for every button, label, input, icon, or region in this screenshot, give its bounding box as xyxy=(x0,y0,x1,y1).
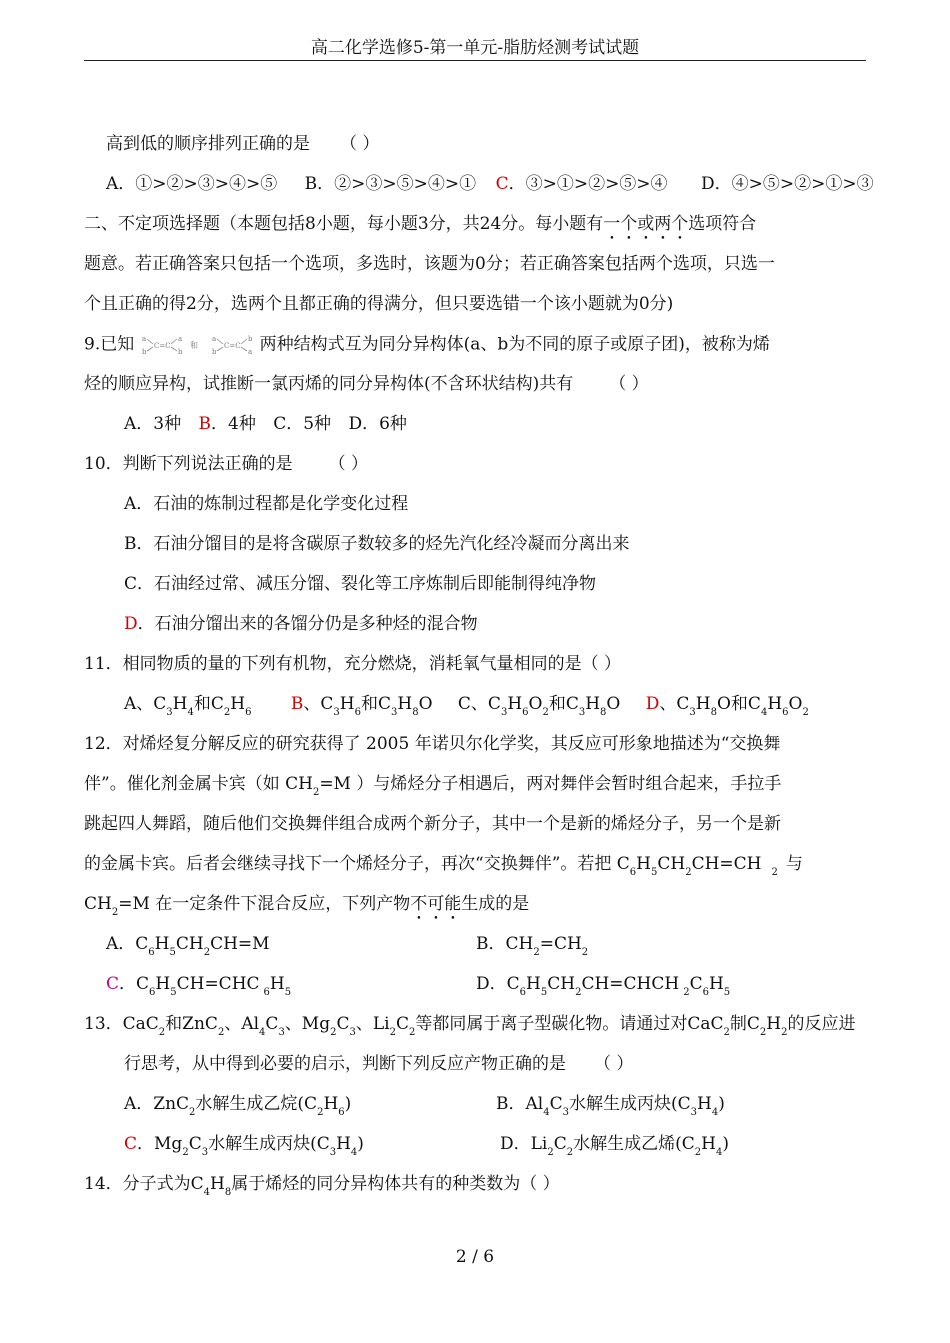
section2-line1: 二、不定项选择题（本题包括8小题，每小题3分，共24分。每小题有一个或两个选项符合 xyxy=(84,214,757,234)
q10-option-c: C．石油经过常、减压分馏、裂化等工序炼制后即能制得纯净物 xyxy=(124,574,597,594)
q9-option-a: A．3种 xyxy=(124,414,182,434)
q13-line1: 13．CaC$_2$和ZnC$_2$、$Al_4C_3$、$Mg_2C_3$、$Li_2C_2$等都同属于离子型碳化物。请通过对CaC$_2$制$C_2H_2$的反应进 xyxy=(84,1014,856,1038)
svg-text:a: a xyxy=(177,335,182,343)
q11-option-d: D、$C_3H_8O$和$C_4H_6O_2$ xyxy=(645,694,809,718)
q12-option-a: A．$C_6H_5CH_2CH=M$ xyxy=(106,934,270,958)
q13-line2: 行思考，从中得到必要的启示，判断下列反应产物正确的是 （ ） xyxy=(124,1054,634,1074)
q13-option-c: C．$Mg_2C_3$水解生成丙炔$(C_3H_4)$ xyxy=(124,1134,364,1158)
svg-text:b: b xyxy=(247,335,253,343)
q13-options-ab xyxy=(124,1092,864,1116)
svg-text:a: a xyxy=(141,335,146,343)
page-number: 2 / 6 xyxy=(455,1247,495,1267)
q11-option-b: B、$C_3H_6$和$C_3H_8O$ xyxy=(290,694,433,718)
q12-options-ab xyxy=(106,932,866,956)
q13-options-cd xyxy=(124,1132,864,1156)
q14-stem: 14．分子式为$C_4H_8$属于烯烃的同分异构体共有的种类数为（ ） xyxy=(84,1174,560,1198)
q10-option-b: B．石油分馏目的是将含碳原子数较多的烃先汽化经冷凝而分离出来 xyxy=(124,534,630,554)
q12-line2: 伴”。催化剂金属卡宾（如 $CH_2=M$ ）与烯烃分子相遇后，两对舞伴会暂时组合起来，手拉手 xyxy=(84,774,782,798)
svg-text:C=C: C=C xyxy=(223,342,241,350)
q8-option-a: A．①>②>③>④>⑤ xyxy=(106,174,278,194)
q8-options xyxy=(106,172,874,196)
q10-stem: 10．判断下列说法正确的是 （ ） xyxy=(84,454,369,474)
svg-text:b: b xyxy=(177,348,183,356)
q9-line2: 烃的顺应异构，试推断一氯丙烯的同分异构体(不含环状结构)共有 （ ） xyxy=(84,374,649,394)
svg-text:b: b xyxy=(211,348,217,356)
svg-text:a: a xyxy=(211,335,216,343)
q12-line1: 12．对烯烃复分解反应的研究获得了 2005 年诺贝尔化学奖，其反应可形象地描述为“交换舞 xyxy=(84,734,781,754)
formula-and: 和 xyxy=(189,341,198,350)
svg-text:C=C: C=C xyxy=(153,342,171,350)
page-header: 高二化学选修5-第一单元-脂肪烃测考试试题 xyxy=(84,36,866,61)
q9-options xyxy=(124,412,407,436)
q9-line1: 9.已知 a b C=C a b a b C=C b a 和 两种结构式互为同分异构体(a、b为不同的原子或原子团)，被称为烯 xyxy=(84,332,770,358)
q12-line3: 跳起四人舞蹈，随后他们交换舞伴组合成两个新分子，其中一个是新的烯烃分子，另一个是新 xyxy=(84,814,781,834)
q9-option-b: B．4种 xyxy=(198,414,256,434)
q11-options xyxy=(124,692,809,716)
q13-option-b: B．$Al_4C_3$水解生成丙炔$(C_3H_4)$ xyxy=(496,1094,725,1118)
q10-option-a: A．石油的炼制过程都是化学变化过程 xyxy=(124,494,409,514)
q12-line4: 的金属卡宾。后者会继续寻找下一个烯烃分子，再次“交换舞伴”。若把 $C_6H_5CH_2CH=CH$ $_2$ 与 xyxy=(84,854,803,878)
q9-option-d: D．6种 xyxy=(348,414,407,434)
q11-option-a: A、$C_3H_4$和$C_2H_6$ xyxy=(124,694,252,718)
q9-option-c: C．5种 xyxy=(273,414,332,434)
q10-option-d: D．石油分馏出来的各馏分仍是多种烃的混合物 xyxy=(124,614,478,634)
q8-option-c: C．③>①>②>⑤>④ xyxy=(495,174,668,194)
q12-option-b: B．$CH_2=CH_2$ xyxy=(476,934,589,958)
svg-text:a: a xyxy=(247,348,252,356)
section2-line3: 个且正确的得2分，选两个且都正确的得满分，但只要选错一个该小题就为0分) xyxy=(84,294,674,314)
q11-stem: 11．相同物质的量的下列有机物，充分燃烧，消耗氧气量相同的是（ ） xyxy=(84,654,622,674)
q12-options-cd xyxy=(106,972,866,996)
q8-option-d: D．④>⑤>②>①>③ xyxy=(700,174,874,194)
q13-option-d: D．$Li_2C_2$水解生成乙烯$(C_2H_4)$ xyxy=(500,1134,729,1158)
q12-option-d: D．$C_6H_5CH_2CH=CHCH$ $_2C_6H_5$ xyxy=(476,974,731,998)
q12-option-c: C．$C_6H_5CH=CHC$ $_6H_5$ xyxy=(106,974,292,998)
section2-line2: 题意。若正确答案只包括一个选项，多选时，该题为0分；若正确答案包括两个选项，只选一 xyxy=(84,254,775,274)
q8-stem-tail: 高到低的顺序排列正确的是 （ ） xyxy=(106,134,380,154)
q8-option-b: B．②>③>⑤>④>① xyxy=(304,174,477,194)
q13-option-a: A．ZnC$_2$水解生成乙烷$(C_2H_6)$ xyxy=(124,1094,352,1118)
q12-line5: $CH_2=M$ 在一定条件下混合反应，下列产物不可能生成的是 xyxy=(84,894,530,918)
q11-option-c: C、$C_3H_6O_2$和$C_3H_8O$ xyxy=(457,694,621,718)
svg-text:b: b xyxy=(141,348,147,356)
cis-trans-structure-image xyxy=(140,332,260,358)
